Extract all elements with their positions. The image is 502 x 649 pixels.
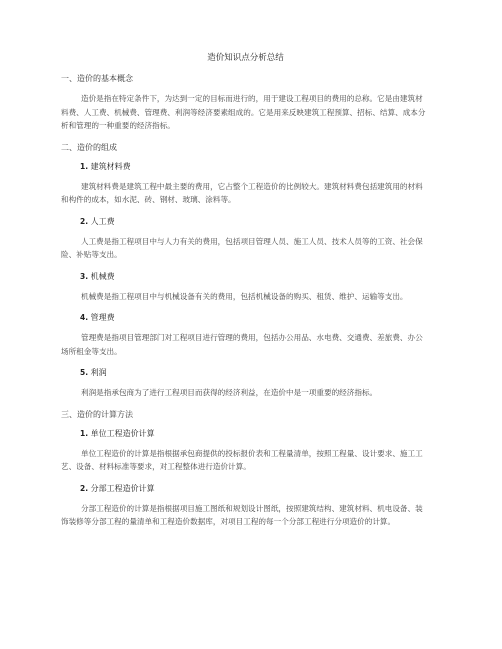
subsection-number: 2. (80, 216, 89, 226)
subsection-title: 分部工程造价计算 (90, 483, 155, 493)
subsection-heading-sub-project-calc (80, 483, 430, 495)
subsection-number: 3. (80, 271, 89, 281)
subsection-heading-profit (80, 367, 430, 379)
paragraph-basic-concept (61, 92, 430, 133)
section-heading-calculation-methods: 三、造价的计算方法 (61, 409, 133, 419)
text-line: 括建筑用的材料和构件的成本，如水泥、砖、钢材、玻璃、涂料等。 (61, 181, 423, 204)
text-line: 人工费是指工程项目中与人力有关的费用，包括项目管理人员、施工人员、技术人员等 (81, 236, 370, 246)
text-line: 输等支出。 (369, 291, 408, 301)
text-line: 分部工程造价的计算是指根据项目施工图纸和规划设计图纸，按照建筑结构、建筑材料、 (81, 503, 378, 513)
subsection-title: 单位工程造价计算 (90, 428, 155, 438)
subsection-title: 管理费 (90, 313, 115, 322)
paragraph-sub-project-calc (61, 502, 430, 529)
subsection-heading-labor-cost (80, 216, 430, 228)
text-line: 单位工程造价的计算是指根据承包商提供的投标报价表和工程量清单，按照工程量、设 (81, 448, 370, 458)
text-line: 它是由建筑材料费、人工费、机械费、管理费、利润等经济要素组成的。它是用来反映建 (61, 94, 423, 117)
text-line: 机电设备、装饰装修等分部工程的量清单和工程造价数据库，对项目工程的每一个分部工 (61, 503, 423, 526)
subsection-title: 机械费 (90, 271, 115, 281)
subsection-number: 1. (80, 428, 89, 438)
paragraph-machinery-cost (61, 290, 430, 304)
subsection-heading-management-cost (80, 312, 430, 324)
subsection-number: 5. (80, 368, 89, 377)
subsection-heading-material-cost (80, 161, 430, 173)
text-line: 筑工程预算、招标、结算、成本分析和管理的一种重要的经济指标。 (61, 107, 426, 130)
text-line: 机械费是指工程项目中与机械设备有关的费用，包括机械设备的购买、租赁、维护、运 (81, 291, 370, 301)
paragraph-management-cost (61, 331, 430, 358)
text-line: 利润是指承包商为了进行工程项目而获得的经济利益，在造价中是一项重要的经济指标。 (81, 388, 378, 397)
text-line: 计要求、施工工艺、设备、材料标准等要求，对工程整体进行造价计算。 (61, 448, 423, 471)
subsection-number: 4. (80, 313, 89, 322)
subsection-heading-machinery-cost (80, 271, 430, 283)
text-line: 程进行分项造价的计算。 (311, 517, 396, 526)
subsection-number: 1. (80, 161, 89, 171)
text-line: 差旅费、办公场所租金等支出。 (61, 333, 423, 356)
subsection-title: 建筑材料费 (90, 161, 131, 171)
subsection-title: 利润 (90, 368, 107, 377)
paragraph-unit-cost-calc (61, 447, 430, 474)
section-heading-basic-concept: 一、造价的基本概念 (61, 74, 133, 83)
paragraph-labor-cost (61, 235, 430, 262)
subsection-title: 人工费 (90, 216, 115, 226)
paragraph-material-cost (61, 180, 430, 207)
section-heading-composition: 二、造价的组成 (61, 142, 117, 152)
text-line: 建筑材料费是建筑工程中最主要的费用，它占整个工程造价的比例较大。建筑材料费包 (81, 181, 370, 191)
text-line: 造价是指在特定条件下，为达到一定的目标而进行的，用于建设工程项目的费用的总称。 (81, 94, 378, 103)
document-title: 造价知识点分析总结 (207, 53, 284, 63)
text-line: 管理费是指项目管理部门对工程项目进行管理的费用，包括办公用品、水电费、交通费、 (81, 333, 378, 342)
subsection-number: 2. (80, 483, 89, 493)
text-line: 的工资、社会保险、补贴等支出。 (61, 236, 423, 259)
paragraph-profit (61, 386, 430, 400)
subsection-heading-unit-cost-calc (80, 428, 430, 440)
